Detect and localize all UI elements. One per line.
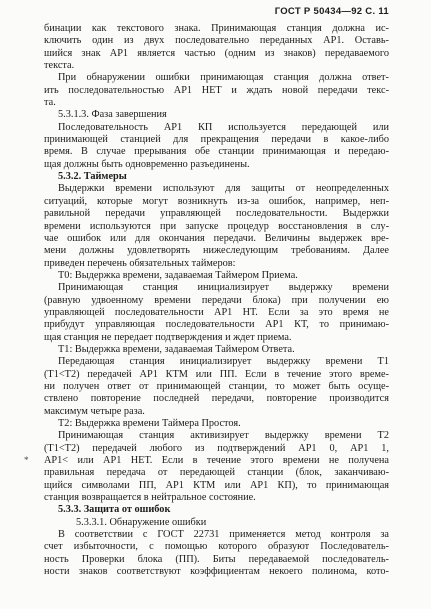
text-line: щая должны быть одновременно разъединены.	[44, 158, 250, 170]
text-line: бинации как текстового знака. Принимающая станция должна ис-	[44, 23, 389, 34]
text-line: (равную удвоенному времени передачи блока) при получении ею	[44, 294, 389, 306]
text-line: 5.3.3.1. Обнаружение ошибки	[76, 516, 207, 528]
text-line: 5.3.2. Таймеры	[58, 171, 127, 183]
document-body	[44, 23, 389, 578]
text-line: принимающей станцией для прекращения передачи в какое-либо	[44, 134, 389, 146]
text-line: Передающая станция инициализирует выдержку времени Т1	[58, 356, 389, 368]
page-header: ГОСТ Р 50434—92 С. 11	[274, 6, 389, 17]
text-line: Т2: Выдержка времени Таймера Простоя.	[58, 418, 241, 429]
text-line: времени используются при запуске процедур восстановления в слу-	[44, 220, 389, 232]
text-line: АР1< или АР1 НЕТ. Если в течение этого времени не получена	[44, 455, 389, 467]
text-line: прибудут управляющая последовательности АР1 КТ, то принимаю-	[44, 319, 389, 331]
text-line: ности знаков соответствуют коэффициентам некоего полинома, кото-	[44, 566, 389, 578]
text-line: текста.	[44, 60, 75, 72]
text-line: мени должны удовлетворять нижеследующим требованиям. Далее	[44, 245, 389, 257]
text-line: правильная передача от передающей станции (блок, заканчиваю-	[44, 467, 389, 479]
text-line: щая станция не передает подтверждения и ждет приема.	[44, 331, 292, 343]
text-line: Т0: Выдержка времени, задаваемая Таймером Приема.	[58, 269, 298, 281]
text-line: приведен перечень обязательных таймеров:	[44, 257, 236, 269]
text-line: ни получен ответ от принимающей станции, то может быть осущe-	[44, 380, 389, 392]
text-line: станция возвращается в нейтральное состояние.	[44, 492, 256, 504]
text-line: 5.3.3. Защита от ошибок	[58, 504, 171, 516]
text-line: (Т1<Т2) передачей АР1 КТМ или ПП. Если в течение этого време-	[44, 368, 389, 380]
text-line: ситуаций, которые могут возникнуть из-за ошибок, например, неп-	[44, 195, 389, 207]
text-line: Последовательность АР1 КП используется передающей или	[58, 121, 389, 133]
text-line: счет избыточности, с помощью которого образуют Последователь-	[44, 541, 389, 553]
text-line: В соответствии с ГОСТ 22731 применяется метод контроля за	[58, 529, 389, 541]
text-line: (Т1<Т2) передачей любого из подтверждений АР1 0, АР1 1,	[44, 442, 389, 454]
text-line: шийся знак АР1 является частью (одним из знаков) передаваемого	[44, 47, 389, 59]
text-line: управляющей последовательности АР1 НТ. Если за это время не	[44, 306, 389, 318]
text-line: максимум четыре раза.	[44, 405, 145, 417]
text-line: ить последовательностью АР1 НЕТ и ждать новой передачи текс-	[44, 84, 389, 96]
text-line: Принимающая станция активизирует выдержку времени Т2	[58, 430, 389, 442]
text-line: Выдержки времени используют для защиты от неопределенных	[58, 183, 389, 195]
margin-mark: *	[24, 455, 29, 465]
text-line: та.	[44, 97, 56, 109]
text-line: равильной передачи управляющей последовательности. Выдержки	[44, 208, 389, 220]
text-line: При обнаружении ошибки принимающая станция должна ответ-	[58, 72, 389, 84]
text-line: время. В случае прерывания обе станции принимающая и передаю-	[44, 146, 389, 158]
text-line: щийся символами ПП, АР1 КТМ или АР1 КП), то принимающая	[44, 479, 389, 491]
text-line: 5.3.1.3. Фаза завершения	[58, 109, 167, 121]
text-line: ключить один из двух последовательно переданных АР1. Оставь-	[44, 35, 389, 47]
text-line: Т1: Выдержка времени, задаваемая Таймером Ответа.	[58, 343, 295, 355]
text-line: Принимающая станция инициализирует выдержку времени	[58, 282, 389, 294]
text-line: ствлено повторение последней передачи, повторение производится	[44, 393, 389, 405]
text-line: ность Проверки блока (ПП). Биты передаваемой последователь-	[44, 553, 389, 565]
text-line: чае ошибок или для окончания передачи. Величины выдержек вре-	[44, 232, 389, 244]
